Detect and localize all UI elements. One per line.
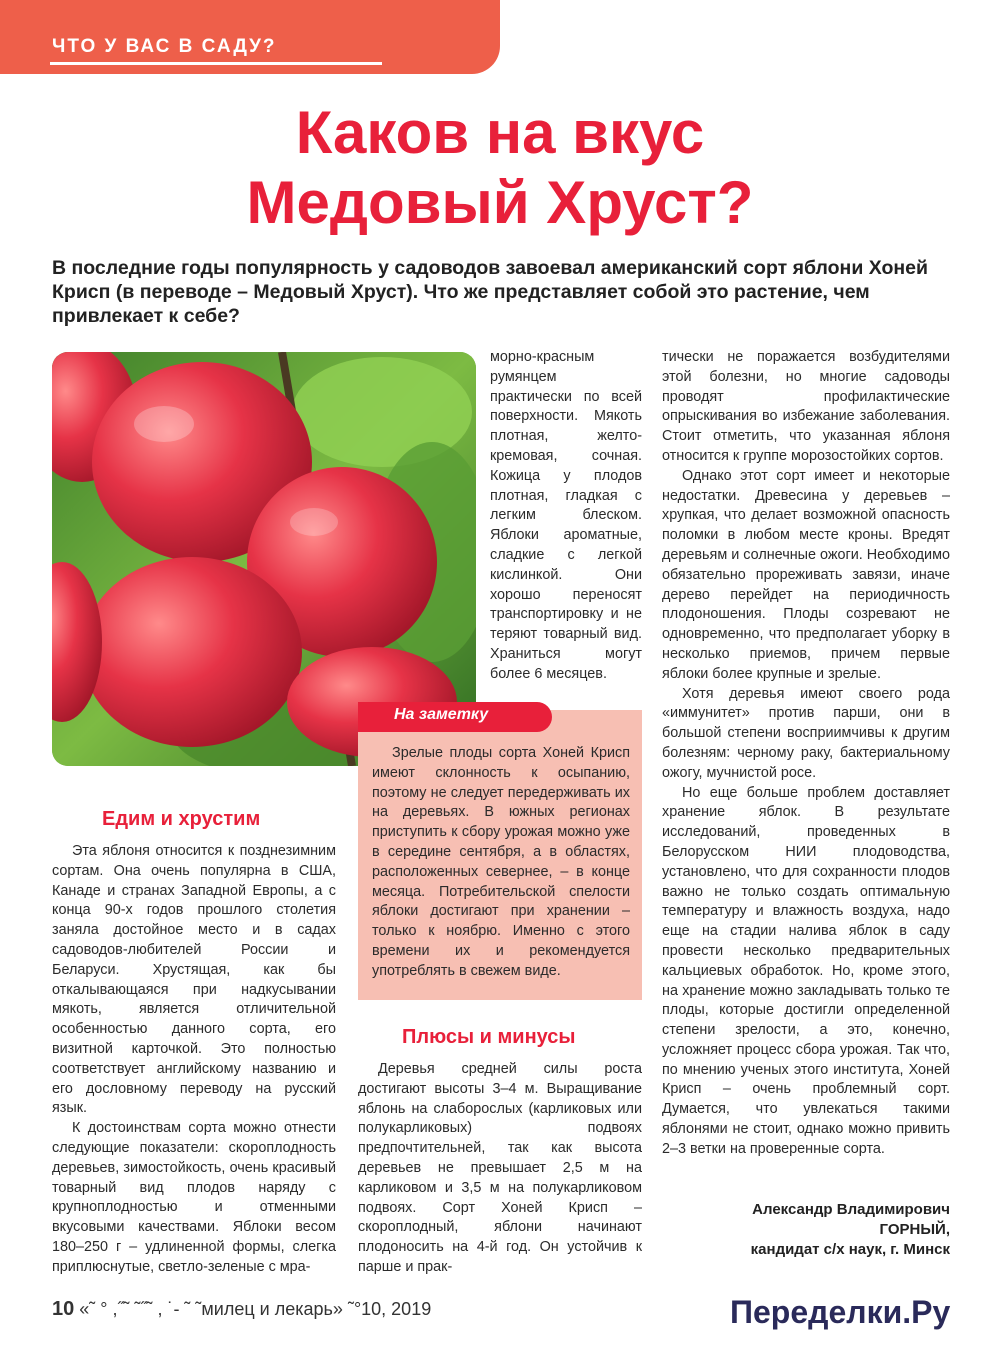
column-left: [52, 842, 336, 1278]
issue-number: ˜°10, 2019: [347, 1299, 432, 1319]
paragraph: К достоинствам сорта можно отнести следующие показатели: скороплодность деревьев, зимостойкость, очень красивый товарный вид плодов наряду с крупноплодностью и отменными вкусовыми качествами. Яблоки весом 180–250 г – удлиненной формы, слегка приплюснутые, светло-зеленые с мра-: [52, 1120, 336, 1275]
section-heading-eat: Едим и хрустим: [102, 808, 261, 830]
paragraph: морно-красным румянцем практически по всей поверхности. Мякоть плотная, желто-кремовая, сочная. Кожица у плодов плотная, гладкая с легким блеском. Яблоки ароматные, сладкие с легкой кислинкой. Они хорошо переносят транспортировку и не теряют товарный вид. Храниться могут более 6 месяцев.: [490, 349, 642, 682]
author-surname: ГОРНЫЙ,: [879, 1221, 950, 1238]
author-name: Александр Владимирович: [752, 1201, 950, 1218]
site-watermark: Переделки.Ру: [730, 1294, 951, 1330]
paragraph: тически не поражается возбудителями этой болезни, но многие садоводы проводят профилактические опрыскивания во избежание заболевания. Стоит отметить, что указанная яблоня относится к группе морозостойких сортов.: [662, 349, 950, 464]
paragraph: Зрелые плоды сорта Хоней Крисп имеют склонность к осыпанию, поэтому не следует передерживать их на деревьях. В южных регионах приступить к сбору урожая можно уже в середине сентября, а в областях, расположенных севернее, – в конце месяца. Потребительской спелости яблоки достигают при хранении – только к ноябрю. Именно с этого времени их и рекомендуется употреблять в свежем виде.: [372, 745, 630, 979]
title-line-2: Медовый Хруст?: [246, 169, 754, 236]
paragraph: Но еще больше проблем доставляет хранение яблок. В результате исследований, проведенных в Белорусском НИИ плодоводства, установлено, что для сохранности плодов важно не только создать оптимальную температуру и влажность воздуха, надо еще на стадии налива яблок в саду провести несколько предварительных кальциевых обработок. Но, кроме этого, на хранение можно закладывать только те плоды, которые достигли определенной степени зрелости, а это, конечно, усложняет процесс сбора урожая. Так что, по мнению ученых этого института, Хоней Крисп – очень проблемный сорт. Думается, что увлекаться такими яблонями не стоит, однако можно привить 2–3 ветки на проверенные сорта.: [662, 784, 950, 1157]
column-right: [662, 348, 950, 1160]
article-title: [0, 98, 1000, 238]
section-heading-pros-cons: Плюсы и минусы: [402, 1026, 576, 1048]
page-footer: [52, 1298, 431, 1321]
author-credentials: кандидат с/х наук, г. Минск: [750, 1241, 950, 1258]
paragraph: Эта яблоня относится к позднезимним сортам. Она очень популярна в США, Канаде и странах Западной Европы, а с конца 90-х годов прошлого столетия заняла достойное место и в садах садоводов-любителей России и Беларуси. Хрустящая, как бы откалывающаяся при надкусывании мякоть, является отличительной особенностью данного сорта, его визитной карточкой. Это полностью соответствует английскому названию и его дословному переводу на русский язык.: [52, 843, 336, 1117]
page-number: 10: [52, 1298, 75, 1320]
paragraph: Однако этот сорт имеет и некоторые недостатки. Древесина у деревьев – хрупкая, что делает возможной опасность поломки в любом месте кроны. Вредят деревьям и солнечные ожоги. Необходимо обязательно прореживать завязи, иначе дерево перейдет на периодичность плодоношения. Плоды созревают не одновременно, что предполагает уборку в несколько приемов, причем первые яблоки более крупные и зрелые.: [662, 467, 950, 682]
column-middle-top: [490, 348, 642, 685]
paragraph: Деревья средней силы роста достигают высоты 3–4 м. Выращивание яблонь на слаборослых (карликовых или полукарликовых) подвоях предпочтительней, так как высота деревьев не превышает 2,5 м на карликовом и 3,5 м на полукарликовом подвоях. Сорт Хоней Крисп – скороплодный, яблони начинают плодоносить на 4-й год. Он устойчив к парше и прак-: [358, 1061, 642, 1275]
article-lead: В последние годы популярность у садоводов завоевал американский сорт яблони Хоней Крисп (в переводе – Медовый Хруст). Что же представляет собой это растение, чем привлекает к себе?: [52, 257, 929, 327]
note-text: [372, 744, 630, 982]
paragraph: Хотя деревья имеют своего рода «иммунитет» против парши, они в большой степени восприимчивы к другим болезням: черному раку, бактериальному ожогу, мучнистой росе.: [662, 685, 950, 781]
title-line-1: Каков на вкус: [295, 99, 705, 166]
rubric-underline: [50, 62, 382, 65]
magazine-name: «˜ ° ,˝˜ ˜˝˜ , ˙- ˜ ˜милец и лекарь»: [79, 1299, 343, 1319]
rubric-label: ЧТО У ВАС В САДУ?: [52, 36, 277, 57]
note-label: На заметку: [394, 706, 489, 723]
column-middle-bottom: [358, 1060, 642, 1278]
author-signature: [662, 1200, 950, 1260]
